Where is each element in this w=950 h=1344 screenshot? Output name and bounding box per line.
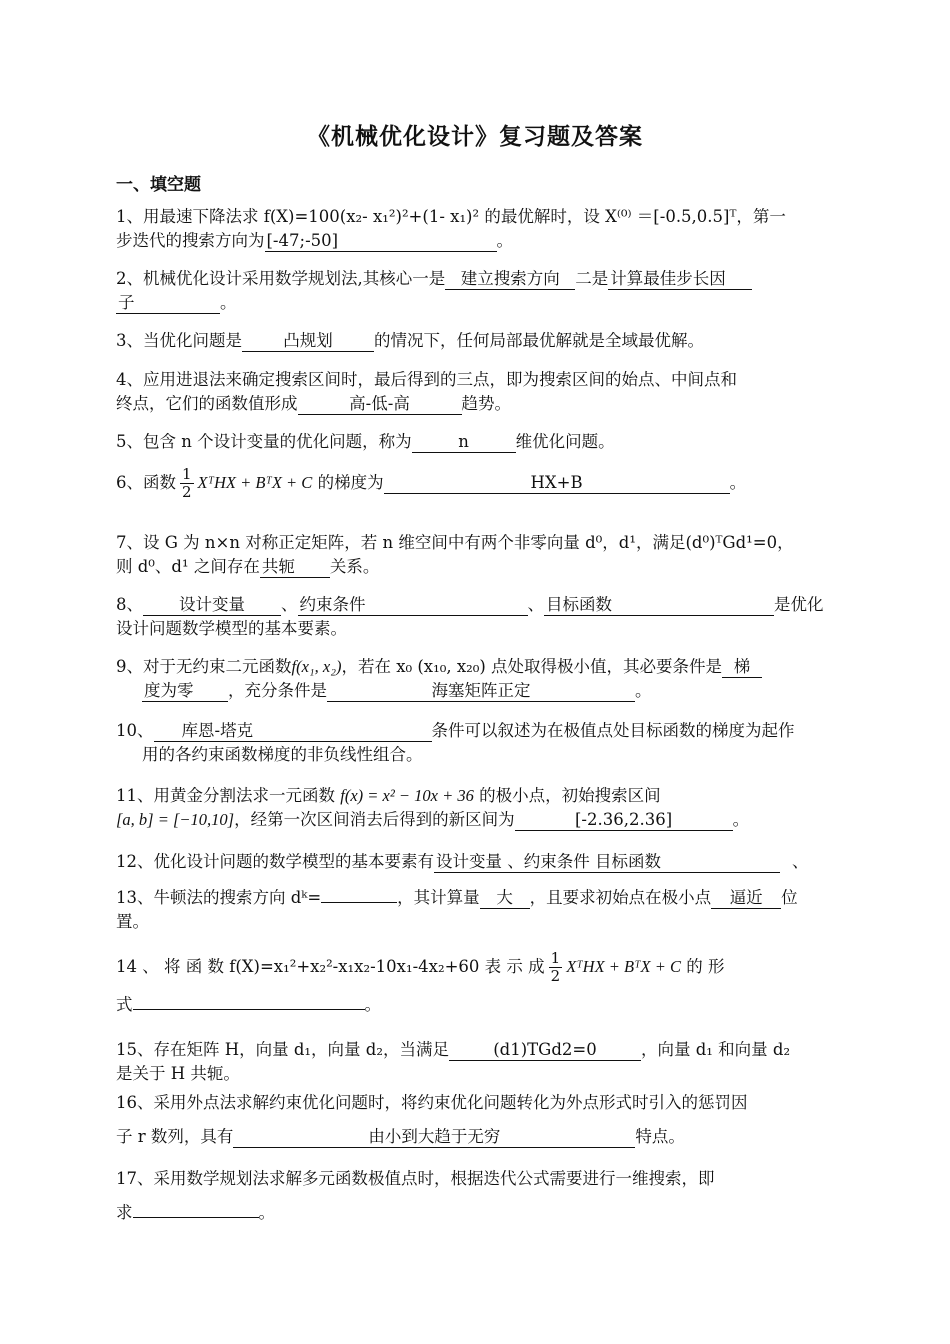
question-13-line-2: 置。 — [116, 912, 149, 931]
formula: f(x) = x² − 10x + 36 — [340, 786, 474, 805]
question-5 — [116, 430, 838, 454]
answer-blank: 共轭 — [260, 556, 330, 578]
answer-blank: [-47;-50] — [265, 230, 497, 252]
punctuation: 。 — [732, 810, 750, 829]
question-14-line-2 — [116, 993, 838, 1017]
question-10-text: 条件可以叙述为在极值点处目标函数的梯度为起作 — [431, 721, 795, 740]
answer-blank: [-2.36,2.36] — [515, 809, 733, 831]
document-title: 《机械优化设计》复习题及答案 — [307, 124, 643, 150]
formula: XᵀHX + BᵀX + C — [566, 957, 681, 976]
fraction — [549, 950, 563, 985]
answer-blank: 梯 — [722, 656, 762, 678]
question-13-line-1 — [116, 886, 838, 910]
question-15-line-2: 是关于 H 共轭。 — [116, 1064, 240, 1083]
fraction-denominator: 2 — [182, 483, 192, 501]
punctuation: 。 — [258, 1203, 275, 1222]
question-9-line-2 — [116, 679, 838, 703]
question-8-text: 是优化 — [774, 595, 824, 614]
answer-blank: 目标函数 — [544, 594, 774, 616]
section-heading: 一、填空题 — [116, 175, 201, 195]
fraction-denominator: 2 — [550, 967, 561, 985]
question-17-line-2 — [116, 1201, 838, 1225]
question-7-line-1: 7、设 G 为 n×n 对称正定矩阵，若 n 维空间中有两个非零向量 d⁰，d¹，满足(d⁰)ᵀGd¹=0， — [116, 533, 794, 552]
question-11 — [116, 784, 838, 832]
question-16-text: 子 r 数列，具有 — [116, 1127, 234, 1146]
question-2 — [116, 267, 838, 315]
question-17-line-1: 17、采用数学规划法求解多元函数极值点时，根据迭代公式需要进行一维搜索，即 — [116, 1169, 715, 1188]
question-5-text-2: 维优化问题。 — [515, 432, 615, 451]
question-11-line-2 — [116, 808, 838, 832]
question-15 — [116, 1038, 838, 1086]
question-4-line-2 — [116, 392, 838, 416]
question-14-line-1 — [116, 950, 838, 985]
question-16-line-1: 16、采用外点法求解约束优化问题时，将约束优化问题转化为外点形式时引入的惩罚因 — [116, 1093, 748, 1112]
question-15-text: 15、存在矩阵 H，向量 d₁，向量 d₂，当满足 — [116, 1040, 449, 1059]
question-10-number: 10、 — [116, 721, 154, 740]
formula: [a, b] = [−10,10] — [116, 810, 235, 829]
answer-blank: 由小到大趋于无穷 — [233, 1126, 635, 1148]
answer-blank: 库恩-塔克 — [154, 720, 432, 742]
question-7-text: 则 d⁰、d¹ 之间存在 — [116, 557, 260, 576]
question-1 — [116, 205, 838, 253]
separator: 、 — [281, 595, 298, 614]
answer-blank: 建立搜索方向 — [445, 268, 575, 290]
punctuation: 。 — [364, 995, 381, 1014]
question-4-text-2: 趋势。 — [461, 394, 511, 413]
answer-blank: 海塞矩阵正定 — [327, 680, 635, 702]
question-6-text-2: 的梯度为 — [317, 473, 384, 492]
question-17-text: 求 — [116, 1203, 133, 1222]
question-5-text: 5、包含 n 个设计变量的优化问题，称为 — [116, 432, 412, 451]
formula: f(x₁, x₂) — [291, 657, 342, 676]
question-11-text-3: ，经第一次区间消去后得到的新区间为 — [234, 810, 515, 829]
question-2-text: 2、机械优化设计采用数学规划法,其核心一是 — [116, 269, 446, 288]
question-7-line-2 — [116, 555, 838, 579]
question-9-text-2: ，若在 x₀ (x₁₀, x₂₀) 点处取得极小值，其必要条件是 — [341, 657, 723, 676]
question-9-text-3: ，充分条件是 — [228, 681, 327, 700]
answer-blank: HX+B — [384, 472, 730, 494]
punctuation: 。 — [635, 681, 652, 700]
question-15-text-2: ，向量 d₁ 和向量 d₂ — [640, 1040, 791, 1059]
question-1-line-1: 1、用最速下降法求 f(X)=100(x₂- x₁²)²+(1- x₁)² 的最优解时，设 X⁽⁰⁾ ＝[-0.5,0.5]ᵀ，第一 — [116, 207, 786, 226]
question-15-line-1 — [116, 1038, 838, 1062]
question-17 — [116, 1167, 838, 1225]
question-14-text-4: 式 — [116, 995, 133, 1014]
answer-blank — [133, 1009, 365, 1010]
question-1-text: 步迭代的搜索方向为 — [116, 231, 265, 250]
question-1-line-2 — [116, 229, 838, 253]
question-13-text-2: ，其计算量 — [397, 888, 480, 907]
formula: XᵀHX + BᵀX + C — [197, 473, 313, 492]
question-16 — [116, 1091, 838, 1149]
question-7-text-2: 关系。 — [329, 557, 380, 576]
answer-blank: (d1)TGd2=0 — [449, 1039, 641, 1061]
answer-blank: 子 — [116, 292, 220, 314]
question-6 — [116, 466, 838, 501]
question-8 — [116, 593, 838, 641]
formula: f(X)=x₁²+x₂²-x₁x₂-10x₁-4x₂+60 — [229, 957, 480, 976]
question-13-text-4: 位 — [781, 888, 798, 907]
answer-blank: n — [412, 431, 516, 453]
question-10-line-2: 用的各约束函数梯度的非负线性组合。 — [142, 745, 423, 764]
answer-blank: 高-低-高 — [298, 393, 462, 415]
question-8-number: 8、 — [116, 595, 143, 614]
question-4 — [116, 368, 838, 416]
answer-blank: 约束条件 — [298, 594, 528, 616]
question-13-text-3: ，且要求初始点在极小点 — [529, 888, 712, 907]
question-9-text: 9、对于无约束二元函数 — [116, 657, 292, 676]
answer-blank — [321, 902, 397, 903]
question-2-text-2: 二是 — [575, 269, 609, 288]
question-14-text-3: 的 形 — [686, 957, 725, 976]
question-9 — [116, 655, 838, 703]
question-10-line-1 — [116, 719, 838, 743]
punctuation: 。 — [496, 231, 513, 250]
fraction — [180, 466, 194, 501]
question-2-line-1 — [116, 267, 838, 291]
question-4-text: 终点，它们的函数值形成 — [116, 394, 298, 413]
question-3-text: 3、当优化问题是 — [116, 331, 242, 350]
question-14 — [116, 950, 838, 1017]
answer-blank: 设计变量 — [143, 594, 281, 616]
question-16-text-2: 特点。 — [635, 1127, 685, 1146]
question-8-line-2: 设计问题数学模型的基本要素。 — [116, 619, 347, 638]
answer-blank: 凸规划 — [242, 330, 374, 352]
punctuation: 。 — [220, 293, 237, 312]
question-11-line-1 — [116, 784, 838, 808]
question-12 — [116, 850, 838, 874]
question-11-text-2: 的极小点，初始搜索区间 — [479, 786, 661, 805]
answer-blank: 大 — [480, 887, 530, 909]
question-6-text: 6、函数 — [116, 473, 176, 492]
answer-blank: 计算最佳步长因 — [608, 268, 752, 290]
question-14-text-2: 表 示 成 — [484, 957, 545, 976]
question-10 — [116, 719, 838, 767]
answer-blank: 设计变量 、约束条件 目标函数 — [434, 851, 780, 873]
question-3 — [116, 329, 838, 353]
question-7 — [116, 531, 838, 579]
question-14-text: 14 、 将 函 数 — [116, 957, 224, 976]
answer-blank — [133, 1217, 259, 1218]
question-16-line-2 — [116, 1125, 838, 1149]
answer-blank: 逼近 — [711, 887, 781, 909]
punctuation: 。 — [729, 473, 747, 492]
separator: 、 — [527, 595, 544, 614]
answer-blank: 度为零 — [142, 680, 228, 702]
question-12-text: 12、优化设计问题的数学模型的基本要素有 — [116, 852, 434, 871]
fraction-numerator: 1 — [182, 465, 192, 483]
separator: 、 — [792, 852, 809, 871]
question-2-line-2 — [116, 291, 838, 315]
question-13 — [116, 886, 838, 934]
question-4-line-1: 4、应用进退法来确定搜索区间时，最后得到的三点，即为搜索区间的始点、中间点和 — [116, 370, 737, 389]
question-8-line-1 — [116, 593, 838, 617]
question-9-line-1 — [116, 655, 838, 679]
question-13-text: 13、牛顿法的搜索方向 dᵏ= — [116, 888, 322, 907]
question-11-text: 11、用黄金分割法求一元函数 — [116, 786, 335, 805]
question-3-text-2: 的情况下，任何局部最优解就是全域最优解。 — [374, 331, 704, 350]
fraction-numerator: 1 — [550, 949, 561, 967]
